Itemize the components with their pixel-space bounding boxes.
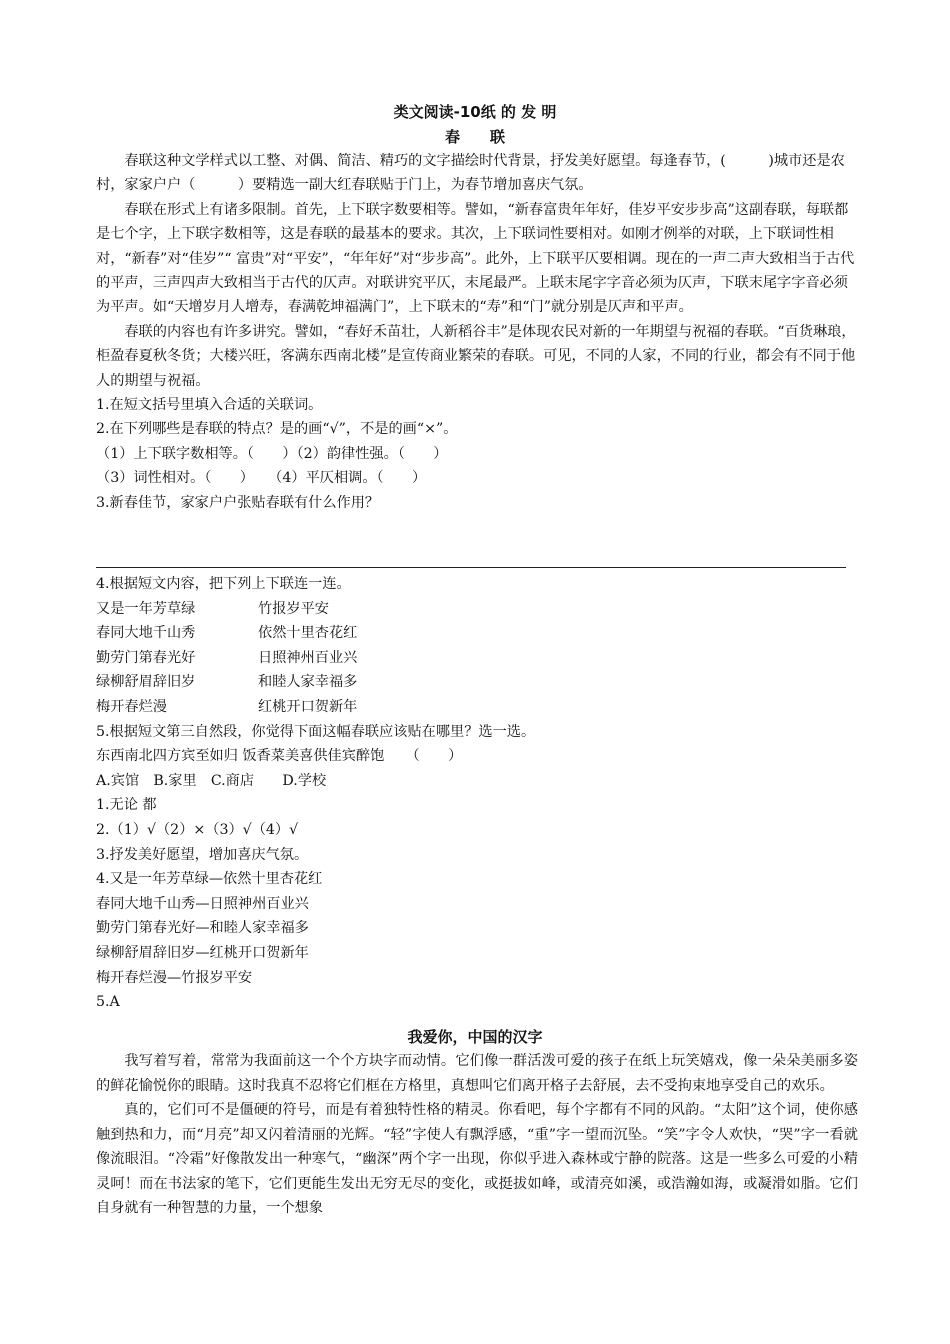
- paragraph: 我写着写着，常常为我面前这一个个方块字而动情。它们像一群活泼可爱的孩子在纸上玩笑嬉戏，像一朵朵美丽多姿的鲜花愉悦你的眼睛。这时我真不忍将它们框在方格里，真想叫它们离开格子去舒展，去不受拘束地享受自己的欢乐。: [96, 1053, 858, 1094]
- question-4: 4.根据短文内容，把下列上下联连一连。: [96, 576, 351, 592]
- question-2-options-row: （3）词性相对。（ ） （4）平仄相调。（ ）: [96, 470, 427, 487]
- question-2: 2.在下列哪些是春联的特点？是的画“√”，不是的画“×”。: [96, 421, 458, 438]
- passage-two-title: 我爱你，中国的汉字: [407, 1028, 543, 1046]
- question-3: 3.新春佳节，家家户户张贴春联有什么作用？: [96, 494, 380, 511]
- passage-one: [96, 149, 856, 515]
- paragraph: 春联这种文学样式以工整、对偶、简洁、精巧的文字描绘时代背景，抒发美好愿望。每逢春节，( )城市还是农村，家家户户（ ）要精选一副大红春联贴于门上，为春节增加喜庆气氛。: [96, 153, 845, 194]
- couplet-pair: [96, 695, 856, 720]
- answer-4-line: 春同大地千山秀—日照神州百业兴: [96, 895, 309, 912]
- answer-3: 3.抒发美好愿望，增加喜庆气氛。: [96, 846, 309, 863]
- answer-5: 5.A: [96, 994, 120, 1011]
- question-5: 5.根据短文第三自然段，你觉得下面这幅春联应该贴在哪里？选一选。: [96, 723, 536, 740]
- upper-line: 绿柳舒眉辞旧岁: [96, 674, 196, 691]
- couplet-pair: [96, 597, 856, 622]
- answer-4-line: 绿柳舒眉辞旧岁—红桃开口贺新年: [96, 944, 309, 961]
- lower-line: 依然十里杏花红: [258, 625, 358, 642]
- answer-line: [96, 567, 846, 568]
- question-1: 1.在短文括号里填入合适的关联词。: [96, 397, 323, 414]
- paragraph: 春联在形式上有诸多限制。首先，上下联字数要相等。譬如，“新春富贵年年好，佳岁平安步步高”这副春联，每联都是七个字，上下联字数相等，这是春联的最基本的要求。其次，上下联词性要相对。如刚才例举的对联，上下联词性相对，“新春”对“佳岁”“ 富贵”对“平安”，“年年好”对“步步高”。此外，上下联平仄要相调。现在的一声二声大致相当于古代的平声，三声四声大致相当于古代的仄声。对联讲究平仄，末尾最严。上联末尾字字音必须为仄声，下联末尾字字音必须为平声。如“天增岁月人增寿，春满乾坤福满门”，上下联末的“寿”和“门”就分别是仄声和平声。: [96, 201, 855, 316]
- lower-line: 红桃开口贺新年: [258, 698, 358, 715]
- couplet-pair: [96, 646, 856, 671]
- passage-title: 春 联: [444, 128, 505, 146]
- passage-two: [96, 1049, 858, 1221]
- upper-line: 梅开春烂漫: [96, 698, 167, 715]
- answer-2: 2.（1）√（2）×（3）√（4）√: [96, 821, 299, 838]
- upper-line: 又是一年芳草绿: [96, 600, 196, 617]
- question-2-options-row: （1）上下联字数相等。（ ）（2）韵律性强。（ ）: [96, 445, 448, 462]
- answer-4-line: 梅开春烂漫—竹报岁平安: [96, 969, 253, 986]
- lower-line: 竹报岁平安: [258, 600, 329, 617]
- answer-4-line: 4.又是一年芳草绿—依然十里杏花红: [96, 871, 323, 888]
- question-5-options: A.宾馆 B.家里 C.商店 D.学校: [96, 772, 327, 789]
- lower-line: 日照神州百业兴: [258, 649, 358, 666]
- document-title: 类文阅读-10纸 的 发 明: [393, 103, 557, 121]
- couplet-pair: [96, 621, 856, 646]
- paragraph: 真的，它们可不是僵硬的符号，而是有着独特性格的精灵。你看吧，每个字都有不同的风韵。“太阳”这个词，使你感触到热和力，而“月亮”却又闪着清丽的光辉。“轻”字使人有飘浮感，“重”字一望而沉坠。“笑”字令人欢快，“哭”字一看就像流眼泪。“冷霜”好像散发出一种寒气，“幽深”两个字一出现，你似乎进入森林或宁静的院落。这是一些多么可爱的小精灵呵！而在书法家的笔下，它们更能生发出无穷无尽的变化，或挺拔如峰，或清亮如溪，或浩瀚如海，或凝滑如脂。它们自身就有一种智慧的力量，一个想象: [96, 1102, 858, 1216]
- question-5-couplet: 东西南北四方宾至如归 饭香菜美喜供佳宾醉饱 （ ）: [96, 748, 463, 765]
- answer-4-line: 勤劳门第春光好—和睦人家幸福多: [96, 920, 309, 937]
- answer-1: 1.无论 都: [96, 797, 157, 814]
- upper-line: 春同大地千山秀: [96, 625, 196, 642]
- lower-line: 和睦人家幸福多: [258, 674, 358, 691]
- upper-line: 勤劳门第春光好: [96, 649, 196, 666]
- questions-and-answers: [96, 572, 856, 1015]
- couplet-pair: [96, 670, 856, 695]
- paragraph: 春联的内容也有许多讲究。譬如，“春好禾苗壮，人新稻谷丰”是体现农民对新的一年期望与祝福的春联。“百货琳琅，柜盈春夏秋冬货；大楼兴旺，客满东西南北楼”是宣传商业繁荣的春联。可见，不同的人家，不同的行业，都会有不同于他人的期望与祝福。: [96, 323, 856, 389]
